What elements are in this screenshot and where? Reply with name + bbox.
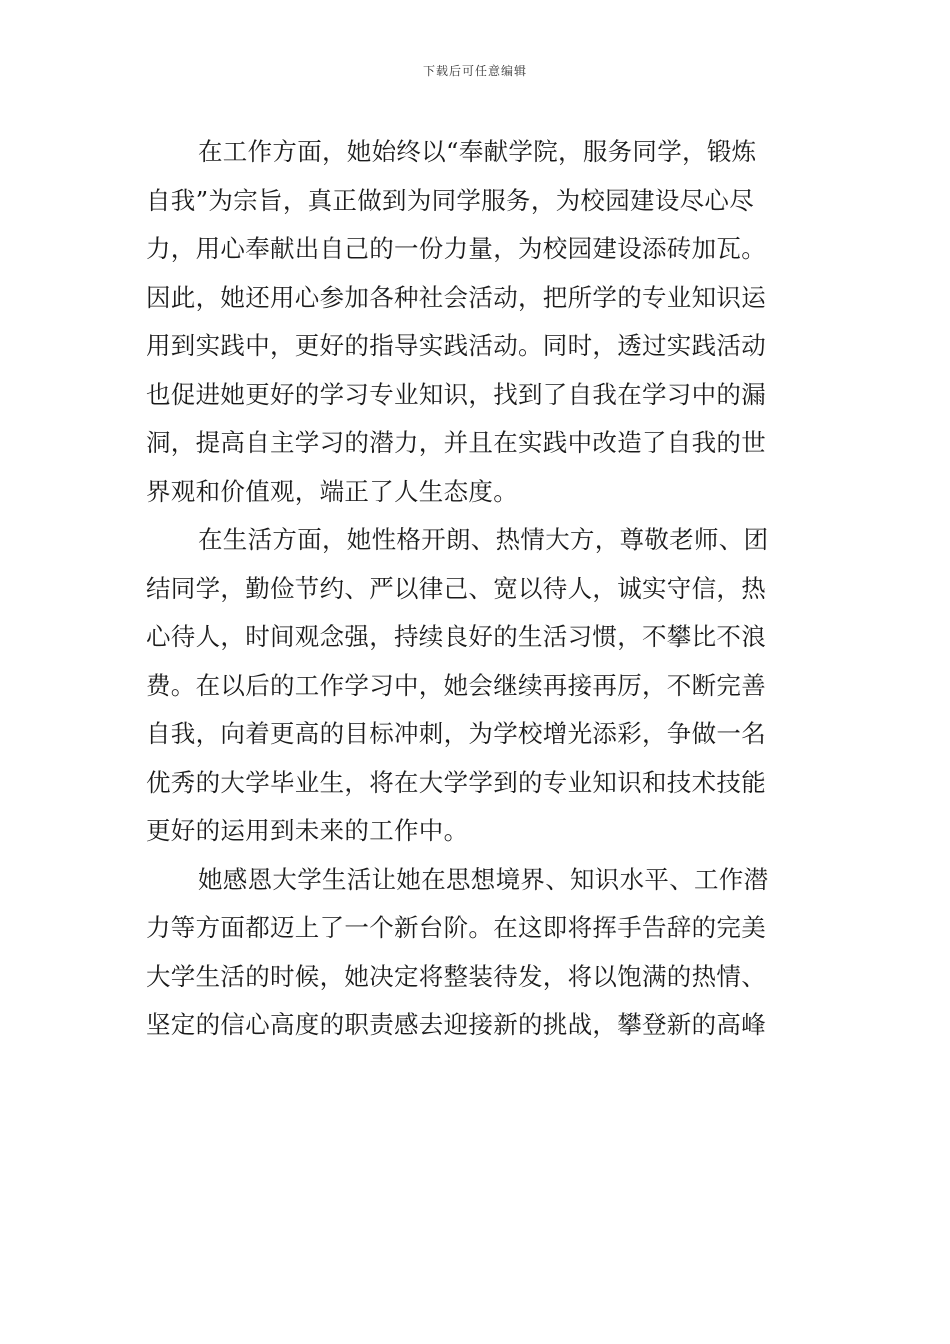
paragraph-line: 更好的运用到未来的工作中。 (146, 816, 469, 845)
paragraph-line: 自我，向着更高的目标冲刺，为学校增光添彩，争做一名 (146, 719, 766, 748)
page-header: 下载后可任意编辑 (422, 64, 527, 78)
paragraph-line: 也促进她更好的学习专业知识，找到了自我在学习中的漏 (146, 379, 766, 409)
paragraph-line: 坚定的信心高度的职责感去迎接新的挑战，攀登新的高峰 (146, 1010, 766, 1039)
paragraph-line: 结同学，勤俭节约、严以律己、宽以待人，诚实守信，热 (146, 573, 766, 603)
paragraph-line: 她感恩大学生活让她在思想境界、知识水平、工作潜 (198, 864, 769, 894)
paragraph-line: 自我”为宗旨，真正做到为同学服务，为校园建设尽心尽 (146, 185, 755, 215)
paragraph-line: 因此，她还用心参加各种社会活动，把所学的专业知识运 (146, 282, 766, 312)
paragraph-line: 心待人，时间观念强，持续良好的生活习惯，不攀比不浪 (146, 622, 766, 651)
paragraph-line: 费。在以后的工作学习中，她会继续再接再厉，不断完善 (146, 670, 766, 700)
paragraph-line: 大学生活的时候，她决定将整装待发，将以饱满的热情、 (146, 961, 766, 991)
paragraph-line: 力等方面都迈上了一个新台阶。在这即将挥手告辞的完美 (146, 913, 766, 942)
paragraph-life (146, 516, 806, 856)
paragraph-line: 在工作方面，她始终以“奉献学院，服务同学，锻炼 (198, 137, 757, 166)
paragraph-line: 力，用心奉献出自己的一份力量，为校园建设添砖加瓦。 (146, 234, 766, 263)
paragraph-line: 用到实践中，更好的指导实践活动。同时，透过实践活动 (146, 331, 766, 360)
paragraph-line: 在生活方面，她性格开朗、热情大方，尊敬老师、团 (198, 525, 769, 554)
document-body (146, 128, 806, 1050)
paragraph-line: 界观和价值观，端正了人生态度。 (146, 476, 518, 506)
paragraph-work (146, 128, 806, 516)
paragraph-line: 优秀的大学毕业生，将在大学学到的专业知识和技术技能 (146, 767, 766, 797)
paragraph-line: 洞，提高自主学习的潜力，并且在实践中改造了自我的世 (146, 428, 766, 457)
paragraph-gratitude (146, 856, 806, 1050)
